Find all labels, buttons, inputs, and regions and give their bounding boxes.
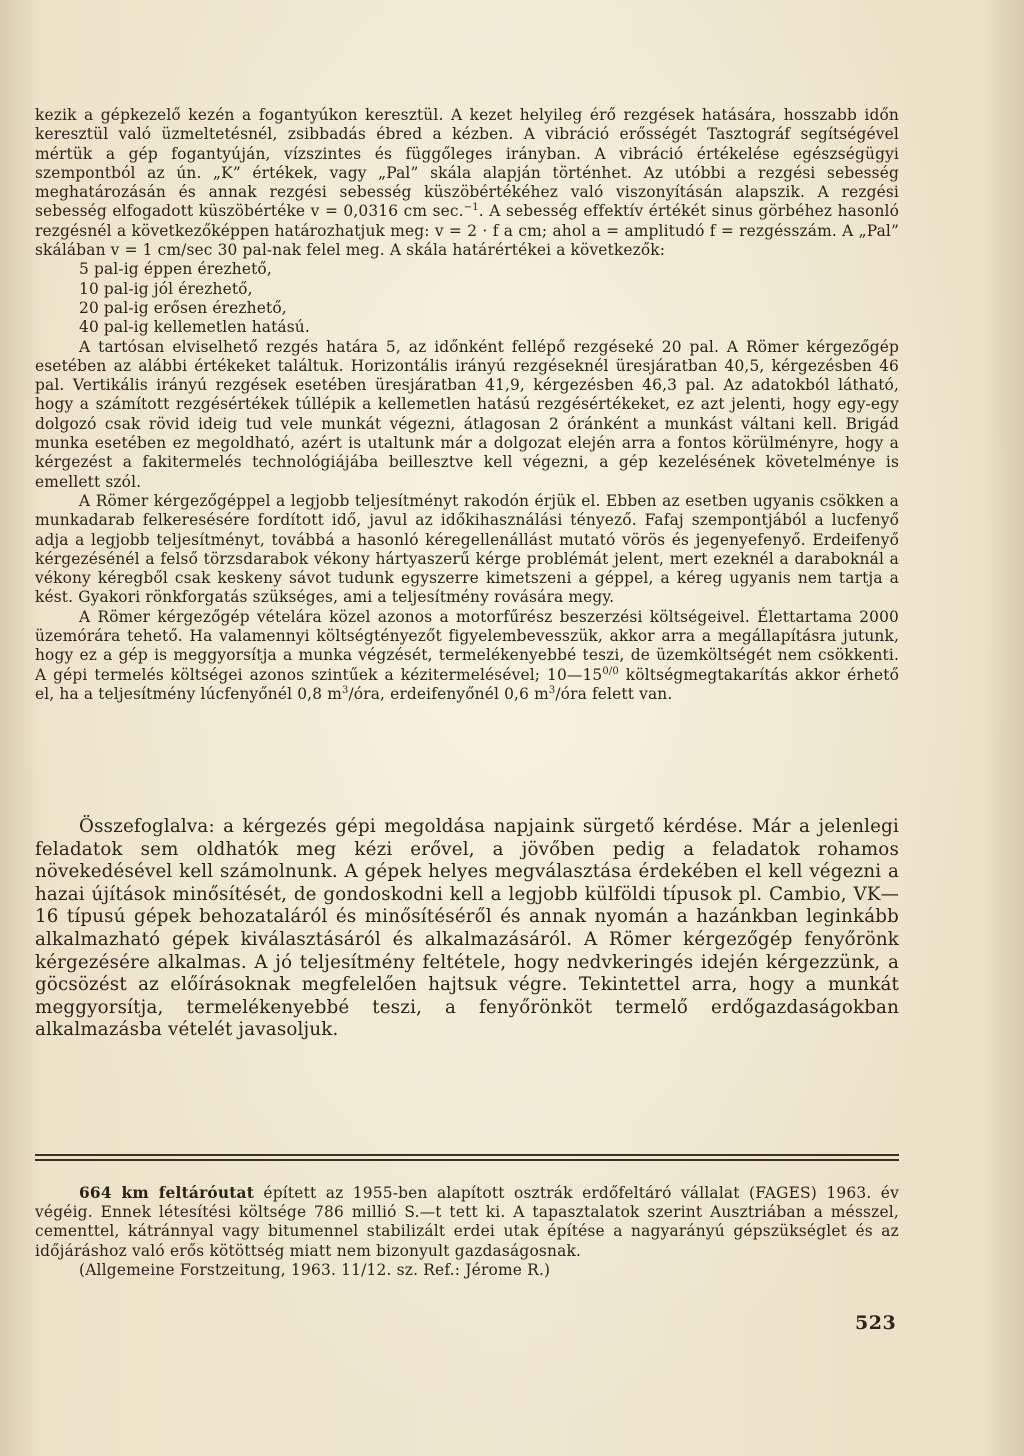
costs-text-c: /óra, erdeifenyőnél 0,6 m	[348, 684, 549, 703]
summary-section	[35, 816, 899, 1042]
paragraph-vibration	[35, 106, 899, 260]
news-citation: (Allgemeine Forstzeitung, 1963. 11/12. sz. Ref.: Jérome R.)	[79, 1260, 551, 1279]
vibration-text-continued: . A sebesség effektív értékét sinus görbéhez hasonló rezgésnél a következőképpen határozhatjuk meg: v = 2 · f a cm; ahol a = amplitudó f = rezgésszám. A „Pal” skálában v = 1 cm/sec 30 pal-nak felel meg. A skála határértékei a következők:	[35, 202, 899, 260]
list-item: 5 pal-ig éppen érezhető,	[79, 260, 272, 279]
costs-text-b: költségmegtakarítás akkor érhető el, ha a teljesítmény lúcfenyőnél 0,8 m	[35, 665, 899, 703]
separator-double-rule	[35, 1154, 899, 1164]
news-text: épített az 1955-ben alapított osztrák erdőfeltáró vállalat (FAGES) 1963. év végéig. Ennek létesítési költsége 786 millió S.—t tett ki. A tapasztalatok szerint Ausztriában a mésszel, cementtel, kátránnyal vagy bitumennel stabilizált erdei utak építése a nagyarányú gépszükséglet és az időjáráshoz való erős kötöttség miatt nem bizonyult gazdaságosnak.	[35, 1184, 899, 1260]
summary-paragraph: Összefoglalva: a kérgezés gépi megoldása napjaink sürgető kérdése. Már a jelenlegi feladatok sem oldhatók meg kézi erővel, a jövőben pedig a feladatok rohamos növekedésével kell számolnunk. A gépek helyes megválasztása érdekében el kell végezni a hazai újítások minősítését, de gondoskodni kell a legjobb külföldi típusok pl. Cambio, VK—16 típusú gépek behozataláról és minősítéséről és annak nyomán a hazánkban leginkább alkalmazható gépek kiválasztásáról és alkalmazásáról. A Römer kérgezőgép fenyőrönk kérgezésére alkalmas. A jó teljesítmény feltétele, hogy nedvkeringés idején kérgezzünk, a göcsözést az előírásoknak megfelelően hajtsuk végre. Tekintettel arra, hogy a munkát meggyorsítja, termelékenyebbé teszi, a fenyőrönköt termelő erdőgazdaságokban alkalmazásba vételét javasoljuk.	[35, 816, 899, 1041]
costs-text-d: /óra felett van.	[555, 684, 673, 703]
percent-sign: 0/0	[602, 665, 619, 677]
article-body	[35, 106, 899, 704]
exponent: −1	[463, 202, 479, 214]
paragraph-performance: A Römer kérgezőgéppel a legjobb teljesítményt rakodón érjük el. Ebben az esetben ugyanis csökken a munkadarab felkeresésére fordított idő, javul az időkihasználási tényező. Fafaj szempontjából a lucfenyő adja a legjobb teljesítményt, továbbá a hasonló kéregellenállást mutató vörös és jegenyefenyő. Erdeifenyő kérgezésénél a felső törzsdarabok vékony hártyaszerű kérge problémát jelent, mert ezeknél a daraboknál a vékony kéregből csak keskeny sávot tudunk egyszerre kimetszeni a géppel, a kéreg ugyanis nem tartja a kést. Gyakori rönkforgatás szükséges, ami a teljesítmény rovására megy.	[35, 491, 899, 607]
pal-scale-list	[35, 260, 899, 337]
rule-line	[35, 1159, 899, 1161]
news-headline: 664 km feltáróutat	[79, 1184, 255, 1202]
costs-text: A Römer kérgezőgép vételára közel azonos a motorfűrész beszerzési költségeivel. Élettartama 2000 üzemórára tehető. Ha valamennyi költségtényezőt figyelembevesszük, akkor arra a megállapításra jutunk, hogy ez a gép is meggyorsítja a munka végzését, termelékenyebbé teszi, de üzemköltségét nem csökkenti. A gépi termelés költségei azonos szintűek a kézitermelésével; 10—15	[35, 607, 899, 684]
exponent: 3	[548, 684, 556, 696]
rule-line	[35, 1154, 899, 1156]
paragraph-costs	[35, 608, 899, 704]
list-item: 40 pal-ig kellemetlen hatású.	[79, 318, 310, 337]
news-paragraph	[35, 1184, 899, 1261]
paragraph-measurements: A tartósan elviselhető rezgés határa 5, az időnként fellépő rezgéseké 20 pal. A Römer kérgezőgép esetében az alábbi értékeket találtuk. Horizontális irányú rezgéseknél üresjáratban 40,5, kérgezésben 46 pal. Vertikális irányú rezgések esetében üresjáratban 41,9, kérgezésben 46,3 pal. Az adatokból látható, hogy a számított rezgésértékek túllépik a kellemetlen hatású rezgésértékeket, ez azt jelenti, hogy egy-egy dolgozó csak rövid ideig tud vele munkát végezni, átlagosan 2 óránként a munkást váltani kell. Brigád munka esetében ez megoldható, azért is utaltunk már a dolgozat elején arra a fontos körülményre, hogy a kérgezést a fakitermelés technológiájába beillesztve kell végezni, a gép kezelésének követelménye is emellett szól.	[35, 337, 899, 491]
vibration-text: kezik a gépkezelő kezén a fogantyúkon keresztül. A kezet helyileg érő rezgések hatására, hosszabb időn keresztül való üzmeltetésnél, zsibbadás ébred a kézben. A vibráció erősségét Tasztográf segítségével mértük a gép fogantyúján, vízszintes és függőleges irányban. A vibráció értékelése egészségügyi szempontból az ún. „K” értékek, vagy „Pal” skála alapján történhet. Az utóbbi a rezgési sebesség meghatározásán és annak rezgési sebesség küszöbértékéhez való viszonyításán alapszik. A rezgési sebesség elfogadott küszöbértéke v = 0,0316 cm sec.	[35, 106, 899, 221]
list-item: 10 pal-ig jól érezhető,	[79, 279, 253, 298]
news-item	[35, 1184, 899, 1280]
exponent: 3	[341, 684, 349, 696]
list-item: 20 pal-ig erősen érezhető,	[79, 298, 287, 317]
page-number: 523	[855, 1312, 897, 1334]
